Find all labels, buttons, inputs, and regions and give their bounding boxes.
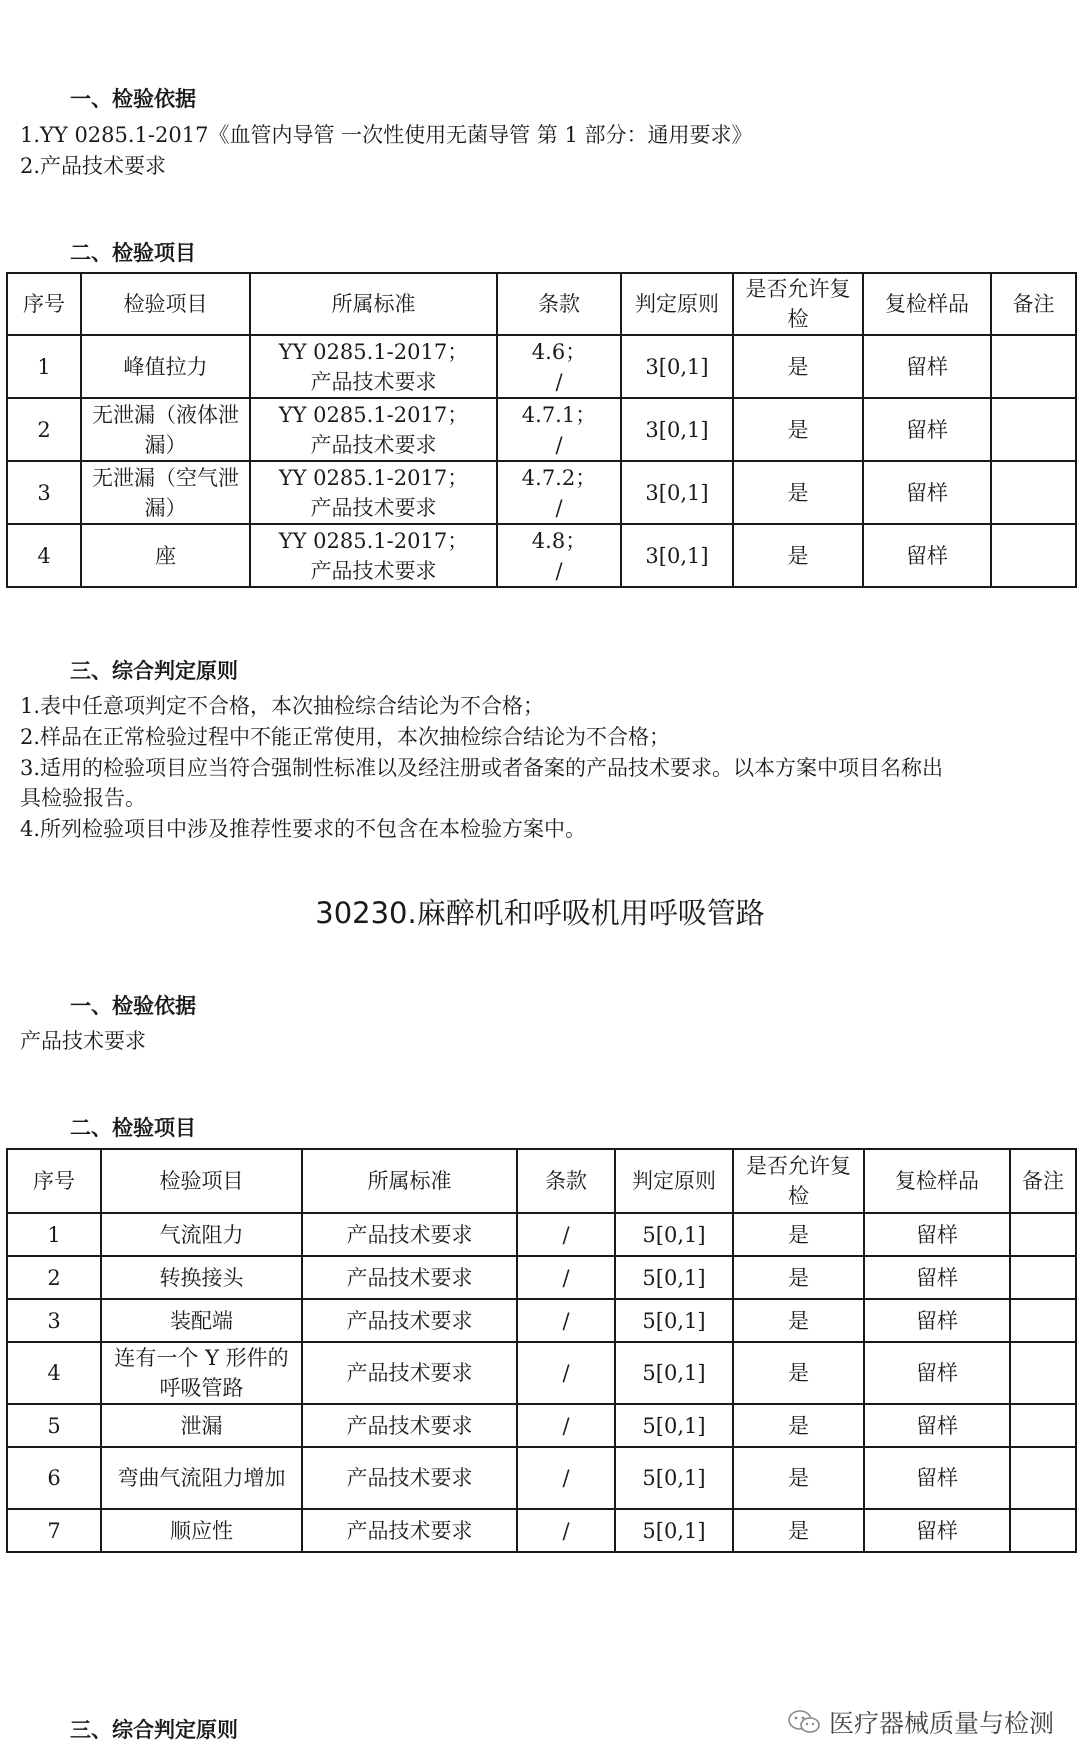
- row-no: 7: [7, 1509, 101, 1552]
- table-row: [7, 1299, 1076, 1342]
- row-note: [1010, 1342, 1076, 1404]
- principle-1: 1.表中任意项判定不合格，本次抽检综合结论为不合格；: [20, 694, 545, 718]
- row-clause: /: [517, 1256, 615, 1299]
- row-sample: 留样: [863, 398, 991, 461]
- principle-2: 2.样品在正常检验过程中不能正常使用，本次抽检综合结论为不合格；: [20, 725, 671, 749]
- row-clause: 4.8； /: [497, 524, 621, 587]
- basis-heading-2: 一、检验依据: [70, 994, 196, 1018]
- row-item: 无泄漏（空气泄漏）: [81, 461, 250, 524]
- row-note: [991, 524, 1076, 587]
- header-cell: 检验项目: [101, 1149, 302, 1213]
- row-item: 泄漏: [101, 1404, 302, 1447]
- principles-heading: 三、综合判定原则: [70, 659, 238, 683]
- row-no: 2: [7, 398, 81, 461]
- table-row: [7, 524, 1076, 587]
- row-sample: 留样: [864, 1509, 1010, 1552]
- row-clause: /: [517, 1509, 615, 1552]
- row-recheck: 是: [733, 1213, 864, 1256]
- table-row: [7, 335, 1076, 398]
- row-standard: 产品技术要求: [302, 1299, 517, 1342]
- row-note: [991, 461, 1076, 524]
- row-recheck: 是: [733, 1509, 864, 1552]
- principle-4: 4.所列检验项目中涉及推荐性要求的不包含在本检验方案中。: [20, 817, 587, 841]
- row-no: 4: [7, 524, 81, 587]
- header-cell: 是否允许复检: [733, 1149, 864, 1213]
- section-title: 30230.麻醉机和呼吸机用呼吸管路: [315, 896, 765, 930]
- row-clause: 4.7.2； /: [497, 461, 621, 524]
- row-clause: 4.6； /: [497, 335, 621, 398]
- basis-heading: 一、检验依据: [70, 87, 196, 111]
- table-row: [7, 398, 1076, 461]
- row-recheck: 是: [733, 1342, 864, 1404]
- principle-3: 3.适用的检验项目应当符合强制性标准以及经注册或者备案的产品技术要求。以本方案中项目名称出: [20, 756, 944, 780]
- row-sample: 留样: [863, 524, 991, 587]
- row-note: [1010, 1447, 1076, 1509]
- row-rule: 3[0,1]: [621, 398, 733, 461]
- row-item: 座: [81, 524, 250, 587]
- row-rule: 5[0,1]: [615, 1509, 733, 1552]
- header-cell: 条款: [517, 1149, 615, 1213]
- basis-text-2: 产品技术要求: [20, 1029, 146, 1053]
- header-cell: 复检样品: [863, 273, 991, 335]
- row-recheck: 是: [733, 1299, 864, 1342]
- row-clause: /: [517, 1404, 615, 1447]
- row-item: 装配端: [101, 1299, 302, 1342]
- row-clause: /: [517, 1447, 615, 1509]
- row-note: [991, 335, 1076, 398]
- row-no: 1: [7, 335, 81, 398]
- table-row: [7, 1509, 1076, 1552]
- row-note: [1010, 1213, 1076, 1256]
- watermark-text: 医疗器械质量与检测: [828, 1709, 1054, 1738]
- inspection-table-2: [6, 1148, 1077, 1553]
- row-no: 5: [7, 1404, 101, 1447]
- header-cell: 判定原则: [621, 273, 733, 335]
- row-item: 气流阻力: [101, 1213, 302, 1256]
- header-cell: 是否允许复检: [733, 273, 863, 335]
- header-cell: 所属标准: [250, 273, 497, 335]
- row-note: [1010, 1299, 1076, 1342]
- row-no: 3: [7, 461, 81, 524]
- row-note: [1010, 1256, 1076, 1299]
- header-cell: 判定原则: [615, 1149, 733, 1213]
- header-cell: 序号: [7, 273, 81, 335]
- table-row: [7, 1404, 1076, 1447]
- row-item: 转换接头: [101, 1256, 302, 1299]
- row-sample: 留样: [864, 1256, 1010, 1299]
- row-rule: 5[0,1]: [615, 1447, 733, 1509]
- row-no: 3: [7, 1299, 101, 1342]
- row-note: [1010, 1509, 1076, 1552]
- row-standard: 产品技术要求: [302, 1213, 517, 1256]
- row-rule: 3[0,1]: [621, 524, 733, 587]
- row-standard: 产品技术要求: [302, 1447, 517, 1509]
- row-clause: /: [517, 1213, 615, 1256]
- row-item: 弯曲气流阻力增加: [101, 1447, 302, 1509]
- row-note: [1010, 1404, 1076, 1447]
- row-note: [991, 398, 1076, 461]
- row-recheck: 是: [733, 524, 863, 587]
- row-sample: 留样: [864, 1213, 1010, 1256]
- items-heading: 二、检验项目: [70, 241, 196, 265]
- row-standard: YY 0285.1-2017； 产品技术要求: [250, 335, 497, 398]
- row-item: 顺应性: [101, 1509, 302, 1552]
- basis-item-2: 2.产品技术要求: [20, 154, 167, 178]
- row-clause: /: [517, 1342, 615, 1404]
- header-cell: 复检样品: [864, 1149, 1010, 1213]
- row-clause: 4.7.1； /: [497, 398, 621, 461]
- wechat-icon: [787, 1709, 821, 1735]
- row-item: 无泄漏（液体泄漏）: [81, 398, 250, 461]
- row-standard: 产品技术要求: [302, 1404, 517, 1447]
- row-rule: 5[0,1]: [615, 1213, 733, 1256]
- header-cell: 备注: [1010, 1149, 1076, 1213]
- row-recheck: 是: [733, 335, 863, 398]
- row-recheck: 是: [733, 1256, 864, 1299]
- row-recheck: 是: [733, 461, 863, 524]
- row-standard: 产品技术要求: [302, 1509, 517, 1552]
- row-no: 4: [7, 1342, 101, 1404]
- row-rule: 5[0,1]: [615, 1404, 733, 1447]
- row-clause: /: [517, 1299, 615, 1342]
- items-heading-2: 二、检验项目: [70, 1116, 196, 1140]
- row-item: 连有一个 Y 形件的呼吸管路: [101, 1342, 302, 1404]
- table-row: [7, 1213, 1076, 1256]
- table-row: [7, 461, 1076, 524]
- header-cell: 备注: [991, 273, 1076, 335]
- row-rule: 5[0,1]: [615, 1256, 733, 1299]
- row-standard: YY 0285.1-2017； 产品技术要求: [250, 524, 497, 587]
- row-sample: 留样: [864, 1299, 1010, 1342]
- row-standard: YY 0285.1-2017； 产品技术要求: [250, 461, 497, 524]
- principle-3-cont: 具检验报告。: [20, 786, 146, 810]
- row-rule: 3[0,1]: [621, 335, 733, 398]
- header-cell: 序号: [7, 1149, 101, 1213]
- row-sample: 留样: [863, 335, 991, 398]
- principles-heading-2: 三、综合判定原则: [70, 1718, 238, 1742]
- inspection-table-1: [6, 272, 1077, 588]
- row-no: 1: [7, 1213, 101, 1256]
- table-row: [7, 1447, 1076, 1509]
- row-sample: 留样: [864, 1447, 1010, 1509]
- row-item: 峰值拉力: [81, 335, 250, 398]
- row-standard: 产品技术要求: [302, 1342, 517, 1404]
- row-rule: 3[0,1]: [621, 461, 733, 524]
- row-rule: 5[0,1]: [615, 1342, 733, 1404]
- row-no: 6: [7, 1447, 101, 1509]
- row-sample: 留样: [864, 1342, 1010, 1404]
- basis-item-1: 1.YY 0285.1-2017《血管内导管 一次性使用无菌导管 第 1 部分：通用要求》: [20, 123, 753, 147]
- row-recheck: 是: [733, 1447, 864, 1509]
- watermark: [787, 1704, 1054, 1740]
- header-cell: 条款: [497, 273, 621, 335]
- row-recheck: 是: [733, 398, 863, 461]
- table-row: [7, 1256, 1076, 1299]
- row-standard: YY 0285.1-2017； 产品技术要求: [250, 398, 497, 461]
- row-rule: 5[0,1]: [615, 1299, 733, 1342]
- header-cell: 所属标准: [302, 1149, 517, 1213]
- row-recheck: 是: [733, 1404, 864, 1447]
- row-sample: 留样: [863, 461, 991, 524]
- table-header-row: [7, 273, 1076, 335]
- row-no: 2: [7, 1256, 101, 1299]
- row-sample: 留样: [864, 1404, 1010, 1447]
- table-header-row: [7, 1149, 1076, 1213]
- row-standard: 产品技术要求: [302, 1256, 517, 1299]
- header-cell: 检验项目: [81, 273, 250, 335]
- table-row: [7, 1342, 1076, 1404]
